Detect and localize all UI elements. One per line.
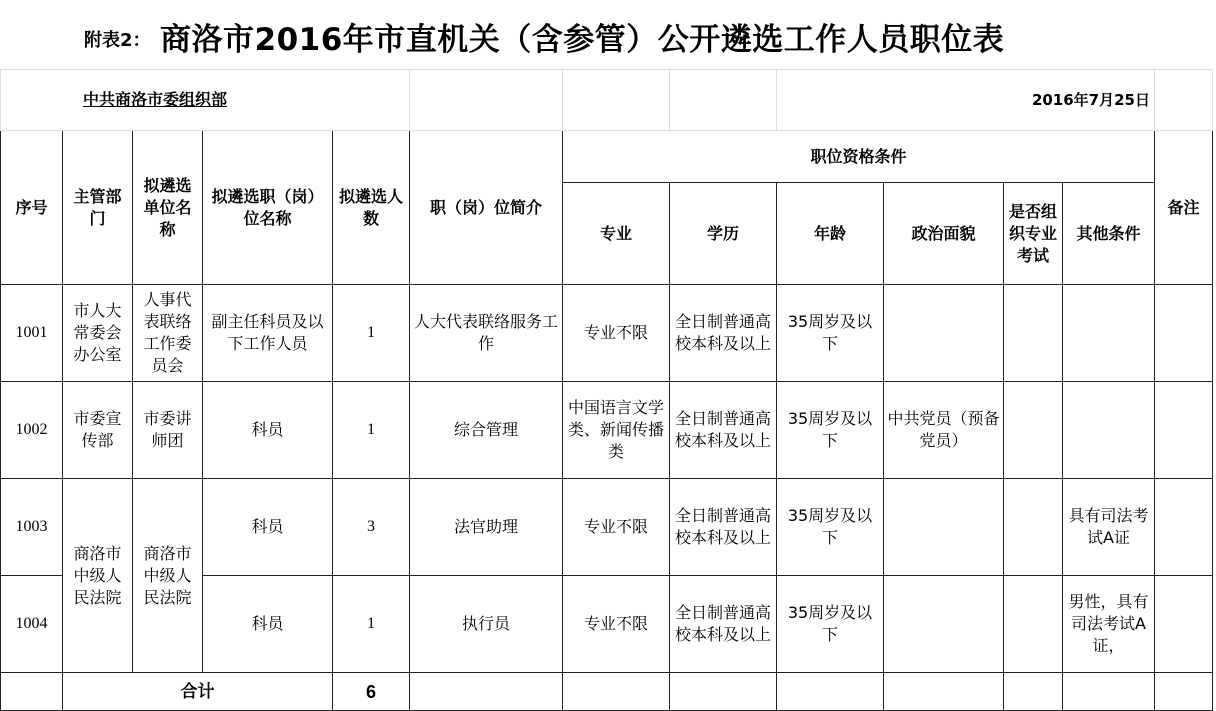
cell-intro: 执行员 bbox=[410, 576, 563, 673]
total-row bbox=[1, 673, 1213, 711]
cell-intro: 综合管理 bbox=[410, 382, 563, 479]
cell-unit: 人事代表联络工作委员会 bbox=[133, 285, 203, 382]
header-education: 学历 bbox=[670, 183, 777, 285]
title-prefix: 附表2： bbox=[84, 30, 151, 51]
cell-count: 1 bbox=[333, 382, 410, 479]
cell-remark bbox=[1155, 479, 1213, 576]
header-major: 专业 bbox=[563, 183, 670, 285]
total-label: 合计 bbox=[63, 673, 333, 711]
header-position: 拟遴选职（岗）位名称 bbox=[203, 131, 333, 285]
cell-political bbox=[884, 479, 1004, 576]
position-table bbox=[0, 69, 1213, 711]
table-row bbox=[1, 382, 1213, 479]
header-exam: 是否组织专业考试 bbox=[1004, 183, 1063, 285]
cell-major: 专业不限 bbox=[563, 479, 670, 576]
header-intro: 职（岗）位简介 bbox=[410, 131, 563, 285]
cell-exam bbox=[1004, 382, 1063, 479]
cell-age: 35周岁及以下 bbox=[777, 285, 884, 382]
cell-age: 35周岁及以下 bbox=[777, 479, 884, 576]
cell-other bbox=[1063, 382, 1155, 479]
cell-unit: 市委讲师团 bbox=[133, 382, 203, 479]
cell-dept: 商洛市中级人民法院 bbox=[63, 479, 133, 673]
header-dept: 主管部门 bbox=[63, 131, 133, 285]
cell-seq: 1003 bbox=[1, 479, 63, 576]
cell-political bbox=[884, 576, 1004, 673]
cell-education: 全日制普通高校本科及以上 bbox=[670, 479, 777, 576]
cell-exam bbox=[1004, 479, 1063, 576]
header-row-1 bbox=[1, 131, 1213, 183]
cell-intro: 人大代表联络服务工作 bbox=[410, 285, 563, 382]
cell-position: 科员 bbox=[203, 479, 333, 576]
cell-position: 科员 bbox=[203, 382, 333, 479]
cell-count: 1 bbox=[333, 285, 410, 382]
header-count: 拟遴选人数 bbox=[333, 131, 410, 285]
org-name: 中共商洛市委组织部 bbox=[1, 70, 410, 131]
cell-major: 专业不限 bbox=[563, 285, 670, 382]
cell-age: 35周岁及以下 bbox=[777, 382, 884, 479]
date-label: 2016年7月25日 bbox=[777, 70, 1155, 131]
cell-seq: 1004 bbox=[1, 576, 63, 673]
cell-unit: 商洛市中级人民法院 bbox=[133, 479, 203, 673]
title-row bbox=[0, 0, 1216, 69]
cell-position: 副主任科员及以下工作人员 bbox=[203, 285, 333, 382]
cell-exam bbox=[1004, 285, 1063, 382]
cell-political: 中共党员（预备党员） bbox=[884, 382, 1004, 479]
total-count: 6 bbox=[333, 673, 410, 711]
cell-dept: 市人大常委会办公室 bbox=[63, 285, 133, 382]
cell-political bbox=[884, 285, 1004, 382]
cell-other: 男性，具有司法考试A证， bbox=[1063, 576, 1155, 673]
cell-remark bbox=[1155, 576, 1213, 673]
cell-exam bbox=[1004, 576, 1063, 673]
cell-remark bbox=[1155, 285, 1213, 382]
cell-seq: 1001 bbox=[1, 285, 63, 382]
cell-education: 全日制普通高校本科及以上 bbox=[670, 576, 777, 673]
header-seq: 序号 bbox=[1, 131, 63, 285]
header-qualifications: 职位资格条件 bbox=[563, 131, 1155, 183]
cell-education: 全日制普通高校本科及以上 bbox=[670, 382, 777, 479]
cell-dept: 市委宣传部 bbox=[63, 382, 133, 479]
cell-major: 中国语言文学类、新闻传播类 bbox=[563, 382, 670, 479]
cell-age: 35周岁及以下 bbox=[777, 576, 884, 673]
cell-position: 科员 bbox=[203, 576, 333, 673]
table-row bbox=[1, 479, 1213, 576]
header-remark: 备注 bbox=[1155, 131, 1213, 285]
header-other: 其他条件 bbox=[1063, 183, 1155, 285]
header-unit: 拟遴选单位名称 bbox=[133, 131, 203, 285]
cell-count: 1 bbox=[333, 576, 410, 673]
cell-remark bbox=[1155, 382, 1213, 479]
cell-count: 3 bbox=[333, 479, 410, 576]
cell-seq: 1002 bbox=[1, 382, 63, 479]
info-row bbox=[1, 70, 1213, 131]
header-political: 政治面貌 bbox=[884, 183, 1004, 285]
header-age: 年龄 bbox=[777, 183, 884, 285]
cell-other: 具有司法考试A证 bbox=[1063, 479, 1155, 576]
cell-education: 全日制普通高校本科及以上 bbox=[670, 285, 777, 382]
cell-major: 专业不限 bbox=[563, 576, 670, 673]
cell-other bbox=[1063, 285, 1155, 382]
table-row bbox=[1, 285, 1213, 382]
cell-intro: 法官助理 bbox=[410, 479, 563, 576]
page-title: 商洛市2016年市直机关（含参管）公开遴选工作人员职位表 bbox=[160, 22, 1005, 58]
